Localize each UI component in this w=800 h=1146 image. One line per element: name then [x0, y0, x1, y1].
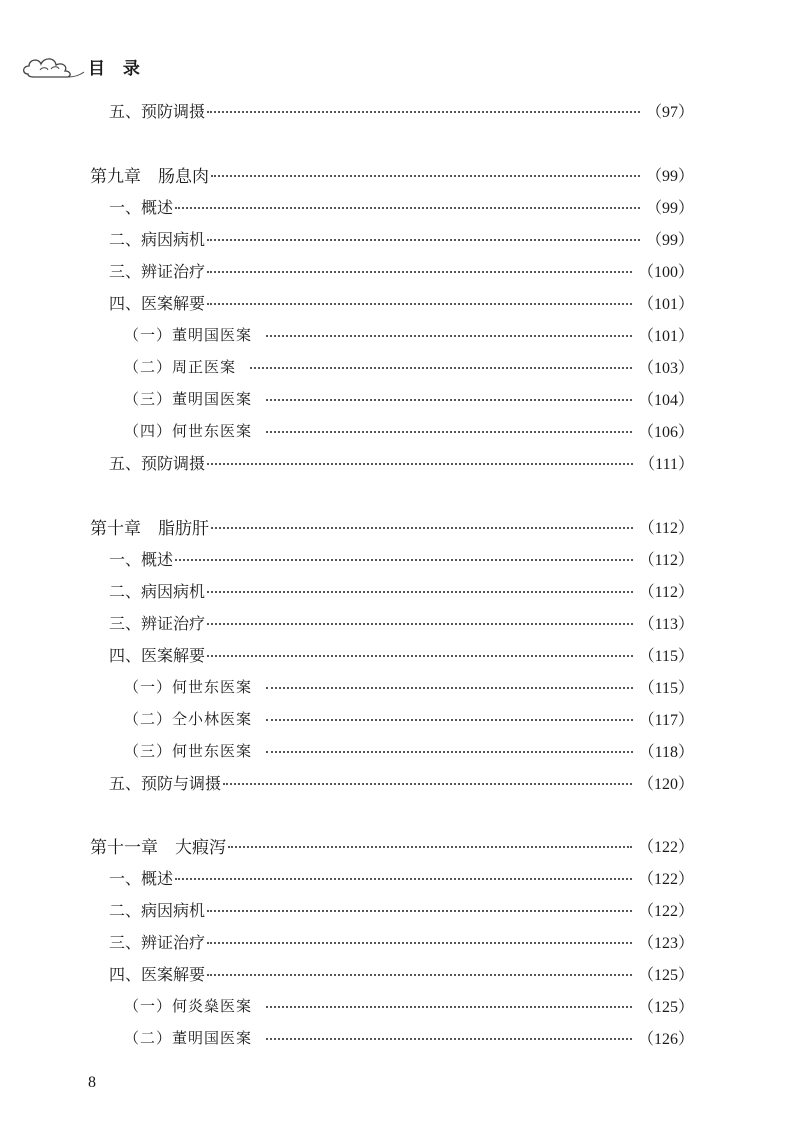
toc-entry-page: （122） — [637, 838, 694, 856]
dot-leader — [207, 655, 633, 657]
dot-leader — [266, 1006, 632, 1008]
dot-leader — [207, 942, 632, 944]
toc-entry[interactable] — [0, 704, 800, 732]
toc-entry-page: （103） — [637, 359, 694, 377]
toc-entry[interactable] — [0, 416, 800, 444]
toc-entry[interactable] — [0, 640, 800, 668]
toc-entry-page: （112） — [638, 551, 694, 569]
toc-entry-title: 五、预防调摄 — [109, 453, 206, 473]
toc-entry-page: （106） — [637, 423, 694, 441]
toc-entry-page: （99） — [645, 199, 694, 217]
toc-entry-title: 四、医案解要 — [109, 964, 206, 984]
toc-entry-page: （122） — [637, 902, 694, 920]
toc-entry[interactable] — [0, 448, 800, 476]
toc-entry[interactable] — [0, 256, 800, 284]
toc-entry[interactable] — [0, 768, 800, 796]
dot-leader — [266, 431, 632, 433]
dot-leader — [211, 175, 640, 177]
toc-entry-title: 第九章 肠息肉 — [90, 166, 209, 187]
toc-entry-page: （117） — [638, 711, 694, 729]
toc-entry-page: （120） — [637, 775, 694, 793]
running-header — [20, 48, 146, 84]
dot-leader — [266, 751, 633, 753]
toc-entry[interactable] — [0, 736, 800, 764]
toc-entry-page: （122） — [637, 870, 694, 888]
toc-entry-title: 三、辨证治疗 — [109, 613, 206, 633]
dot-leader — [266, 335, 632, 337]
toc-entry-title: 三、辨证治疗 — [109, 261, 206, 281]
toc-chapter-entry[interactable] — [0, 512, 800, 540]
toc-entry-page: （113） — [638, 615, 694, 633]
dot-leader — [223, 783, 632, 785]
dot-leader — [175, 559, 633, 561]
dot-leader — [207, 623, 633, 625]
toc-entry-title: 第十章 脂肪肝 — [90, 518, 209, 539]
toc-entry-title: （二）周正医案 — [124, 357, 237, 376]
dot-leader — [266, 1038, 632, 1040]
toc-entry-title: 二、病因病机 — [109, 581, 206, 601]
toc-entry-title: （一）何世东医案 — [124, 677, 253, 696]
toc-entry[interactable] — [0, 224, 800, 252]
toc-entry[interactable] — [0, 384, 800, 412]
dot-leader — [207, 303, 632, 305]
cloud-ornament-icon — [20, 48, 88, 84]
dot-leader — [207, 239, 640, 241]
dot-leader — [266, 687, 633, 689]
toc-entry[interactable] — [0, 1023, 800, 1051]
dot-leader — [211, 527, 633, 529]
toc-entry[interactable] — [0, 608, 800, 636]
toc-entry-page: （97） — [645, 103, 694, 121]
toc-entry-page: （118） — [638, 743, 694, 761]
page-number: 8 — [88, 1074, 96, 1091]
toc-entry[interactable] — [0, 927, 800, 955]
toc-entry[interactable] — [0, 288, 800, 316]
toc-entry[interactable] — [0, 576, 800, 604]
toc-entry-page: （125） — [637, 998, 694, 1016]
toc-entry-page: （101） — [637, 295, 694, 313]
toc-entry-title: （三）何世东医案 — [124, 741, 253, 760]
header-title: 目 录 — [88, 58, 146, 79]
dot-leader — [175, 878, 632, 880]
dot-leader — [207, 463, 633, 465]
toc-entry-page: （125） — [637, 966, 694, 984]
toc-entry-title: 四、医案解要 — [109, 293, 206, 313]
toc-entry[interactable] — [0, 672, 800, 700]
dot-leader — [207, 591, 633, 593]
toc-entry[interactable] — [0, 96, 800, 124]
toc-entry-title: 五、预防与调摄 — [109, 773, 222, 793]
toc-entry-page: （123） — [637, 934, 694, 952]
toc-entry[interactable] — [0, 959, 800, 987]
dot-leader — [266, 719, 633, 721]
toc-entry-page: （100） — [637, 263, 694, 281]
toc-entry-title: 四、医案解要 — [109, 645, 206, 665]
toc-entry-title: （一）董明国医案 — [124, 325, 253, 344]
toc-entry-title: （四）何世东医案 — [124, 421, 253, 440]
dot-leader — [250, 367, 632, 369]
toc-entry[interactable] — [0, 863, 800, 891]
toc-entry-page: （115） — [638, 647, 694, 665]
toc-entry-page: （99） — [645, 167, 694, 185]
toc-entry-title: 第十一章 大瘕泻 — [90, 837, 226, 858]
toc-entry-title: 一、概述 — [109, 197, 174, 217]
dot-leader — [266, 399, 632, 401]
toc-entry-title: （一）何炎燊医案 — [124, 996, 253, 1015]
toc-entry-title: （三）董明国医案 — [124, 389, 253, 408]
toc-entry-title: 二、病因病机 — [109, 229, 206, 249]
dot-leader — [228, 846, 632, 848]
toc-chapter-entry[interactable] — [0, 831, 800, 859]
toc-entry[interactable] — [0, 991, 800, 1019]
toc-entry-page: （99） — [645, 231, 694, 249]
toc-entry-title: 三、辨证治疗 — [109, 932, 206, 952]
toc-entry-page: （115） — [638, 679, 694, 697]
dot-leader — [207, 910, 632, 912]
toc-chapter-entry[interactable] — [0, 160, 800, 188]
toc-entry-title: 一、概述 — [109, 549, 174, 569]
toc-entry-title: 一、概述 — [109, 868, 174, 888]
dot-leader — [175, 207, 640, 209]
toc-entry-title: 二、病因病机 — [109, 900, 206, 920]
toc-entry[interactable] — [0, 192, 800, 220]
toc-entry[interactable] — [0, 895, 800, 923]
toc-entry-page: （104） — [637, 391, 694, 409]
toc-entry-title: （二）董明国医案 — [124, 1028, 253, 1047]
dot-leader — [207, 271, 632, 273]
dot-leader — [207, 111, 640, 113]
toc-entry-title: （二）仝小林医案 — [124, 709, 253, 728]
toc-entry-page: （126） — [637, 1030, 694, 1048]
toc-entry-page: （111） — [639, 455, 694, 473]
toc-entry-title: 五、预防调摄 — [109, 101, 206, 121]
toc-entry-page: （112） — [638, 519, 694, 537]
dot-leader — [207, 974, 632, 976]
toc-entry-page: （112） — [638, 583, 694, 601]
toc-entry-page: （101） — [637, 327, 694, 345]
toc-entry[interactable] — [0, 352, 800, 380]
toc-entry[interactable] — [0, 320, 800, 348]
toc-entry[interactable] — [0, 544, 800, 572]
